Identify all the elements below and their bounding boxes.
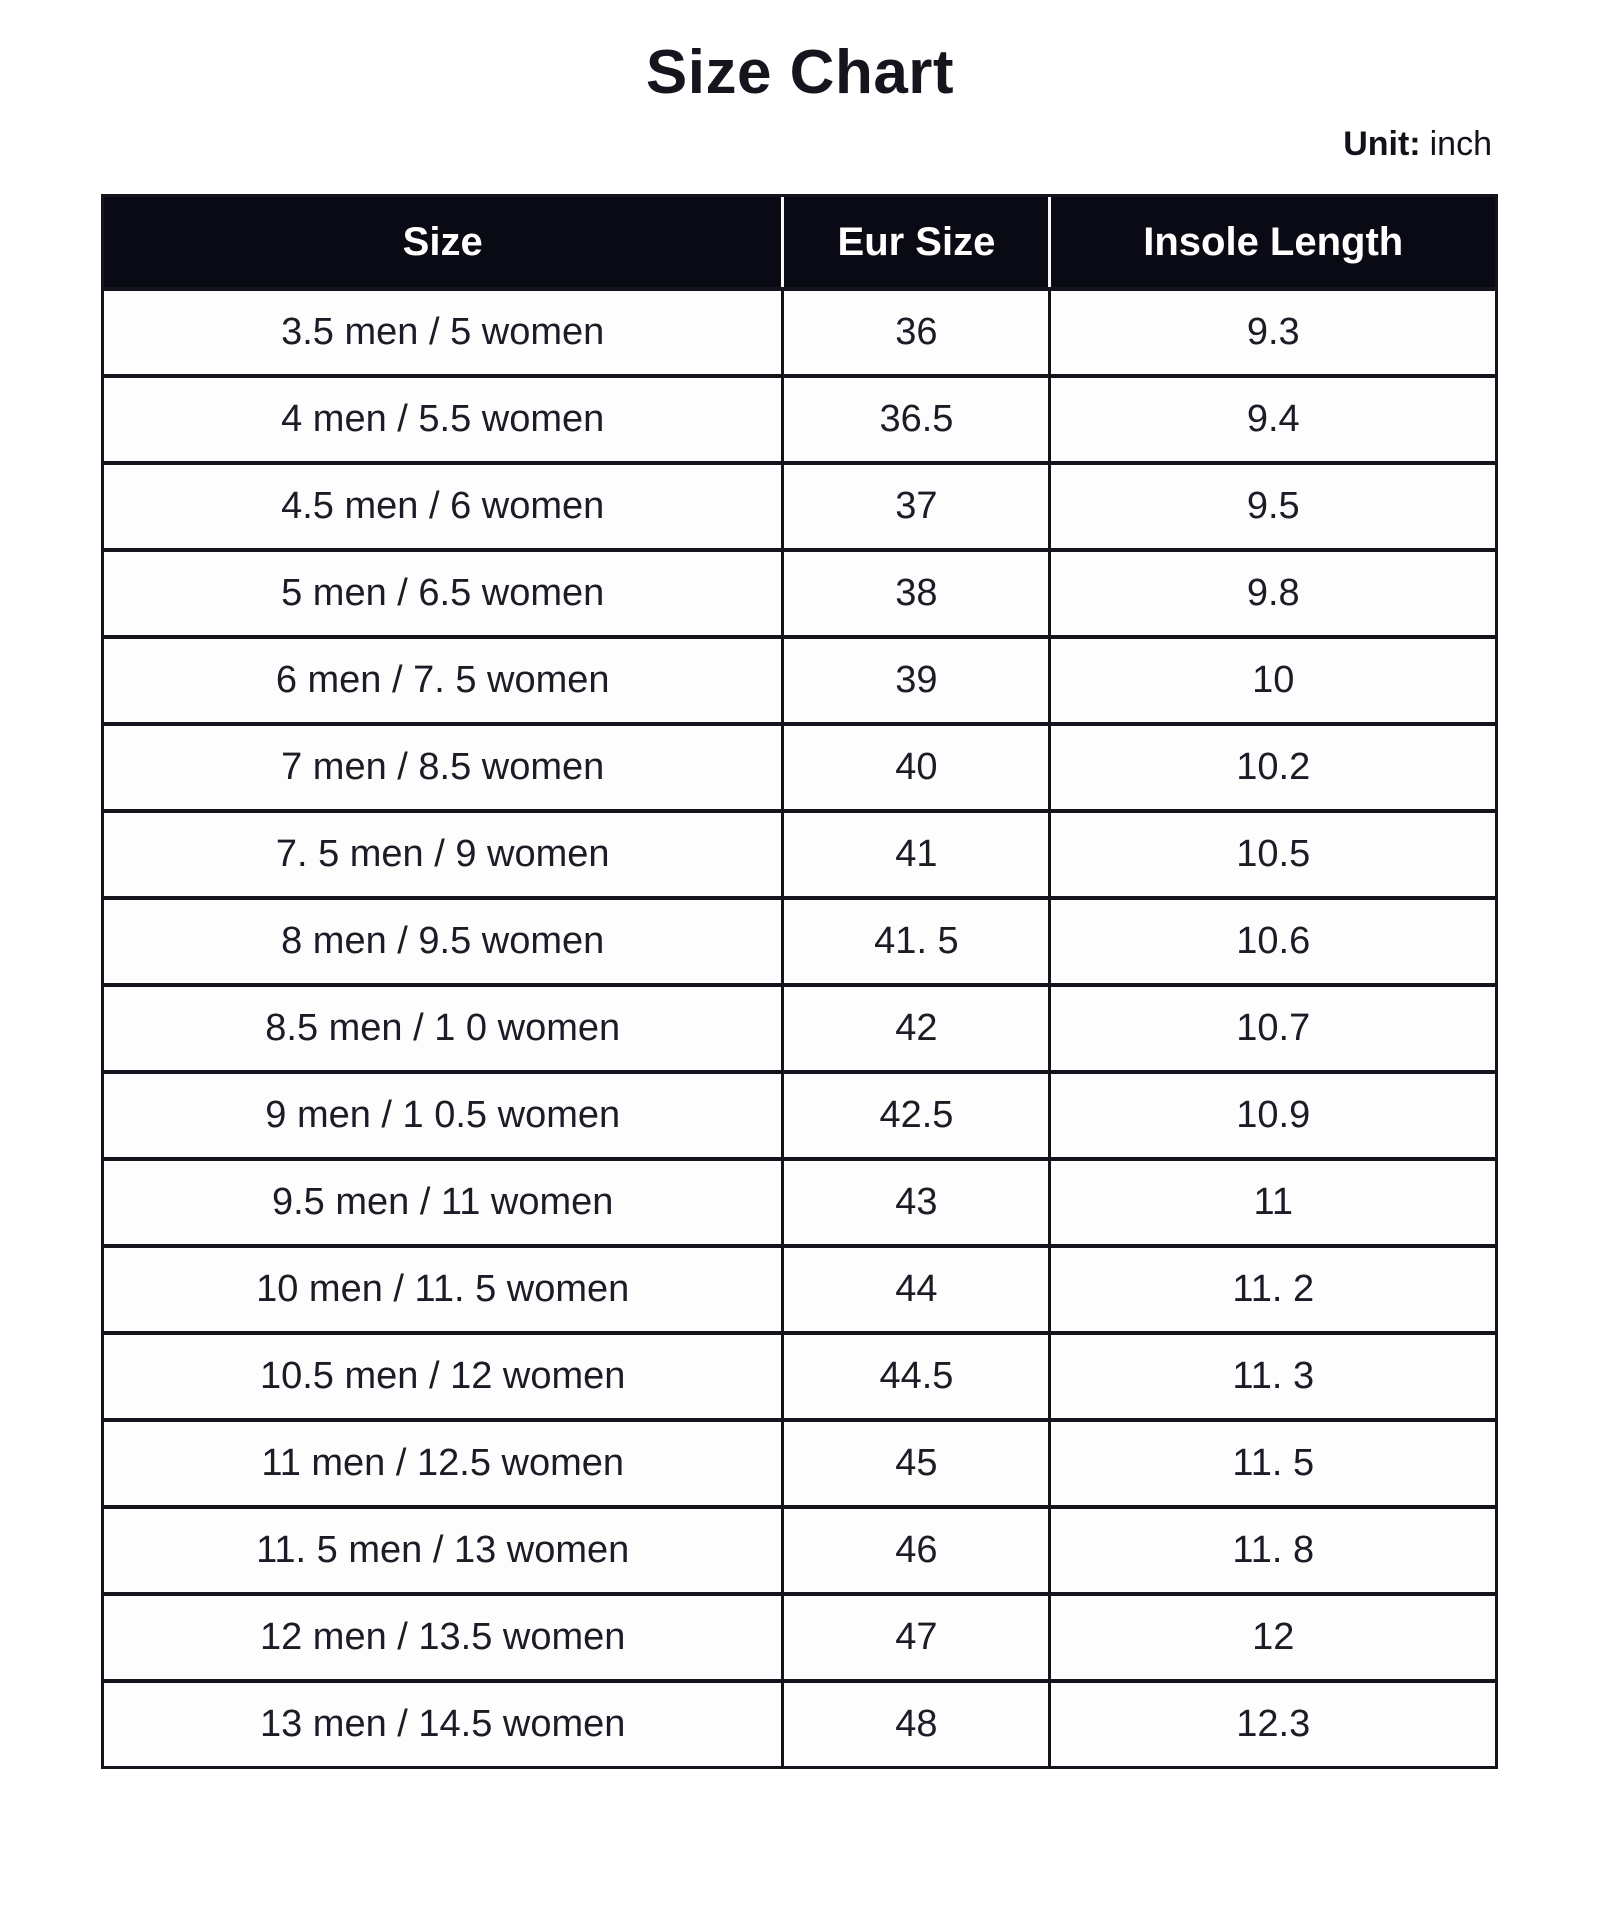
table-row <box>104 1418 1495 1505</box>
unit-note <box>101 122 1492 166</box>
table-row <box>104 461 1495 548</box>
cell-size: 12 men / 13.5 women <box>104 1592 781 1679</box>
cell-insole-length: 9.4 <box>1048 374 1495 461</box>
table-row <box>104 809 1495 896</box>
table-row <box>104 1070 1495 1157</box>
cell-insole-length: 9.5 <box>1048 461 1495 548</box>
size-chart-page <box>0 38 1600 1910</box>
table-row <box>104 1592 1495 1679</box>
cell-insole-length: 11. 2 <box>1048 1244 1495 1331</box>
cell-insole-length: 10.2 <box>1048 722 1495 809</box>
cell-eur-size: 42 <box>781 983 1048 1070</box>
cell-eur-size: 47 <box>781 1592 1048 1679</box>
table-row <box>104 1679 1495 1766</box>
cell-insole-length: 11 <box>1048 1157 1495 1244</box>
cell-size: 11. 5 men / 13 women <box>104 1505 781 1592</box>
cell-eur-size: 40 <box>781 722 1048 809</box>
cell-eur-size: 44 <box>781 1244 1048 1331</box>
cell-insole-length: 11. 5 <box>1048 1418 1495 1505</box>
table-body <box>104 287 1495 1766</box>
cell-size: 5 men / 6.5 women <box>104 548 781 635</box>
table-row <box>104 1331 1495 1418</box>
cell-size: 8.5 men / 1 0 women <box>104 983 781 1070</box>
table-row <box>104 1244 1495 1331</box>
cell-size: 10 men / 11. 5 women <box>104 1244 781 1331</box>
cell-eur-size: 44.5 <box>781 1331 1048 1418</box>
table-row <box>104 548 1495 635</box>
cell-eur-size: 37 <box>781 461 1048 548</box>
page-title: Size Chart <box>645 38 955 107</box>
table-row <box>104 635 1495 722</box>
page <box>0 38 1600 1910</box>
cell-insole-length: 10.5 <box>1048 809 1495 896</box>
content-area <box>101 122 1498 1769</box>
header-eur-size: Eur Size <box>781 197 1048 287</box>
cell-size: 7 men / 8.5 women <box>104 722 781 809</box>
cell-insole-length: 9.3 <box>1048 287 1495 374</box>
header-insole-length: Insole Length <box>1048 197 1495 287</box>
unit-value: inch <box>1429 125 1492 163</box>
cell-insole-length: 11. 3 <box>1048 1331 1495 1418</box>
table-row <box>104 896 1495 983</box>
cell-size: 3.5 men / 5 women <box>104 287 781 374</box>
cell-size: 4.5 men / 6 women <box>104 461 781 548</box>
cell-size: 4 men / 5.5 women <box>104 374 781 461</box>
table-row <box>104 722 1495 809</box>
cell-eur-size: 43 <box>781 1157 1048 1244</box>
cell-eur-size: 46 <box>781 1505 1048 1592</box>
table-header <box>104 197 1495 287</box>
table-row <box>104 287 1495 374</box>
header-size: Size <box>104 197 781 287</box>
cell-size: 13 men / 14.5 women <box>104 1679 781 1766</box>
cell-size: 11 men / 12.5 women <box>104 1418 781 1505</box>
cell-size: 10.5 men / 12 women <box>104 1331 781 1418</box>
table-row <box>104 1505 1495 1592</box>
cell-insole-length: 9.8 <box>1048 548 1495 635</box>
size-chart-table <box>101 194 1498 1769</box>
header-row <box>104 197 1495 287</box>
cell-eur-size: 41 <box>781 809 1048 896</box>
cell-eur-size: 41. 5 <box>781 896 1048 983</box>
cell-size: 8 men / 9.5 women <box>104 896 781 983</box>
cell-eur-size: 42.5 <box>781 1070 1048 1157</box>
cell-eur-size: 38 <box>781 548 1048 635</box>
cell-insole-length: 10.7 <box>1048 983 1495 1070</box>
cell-insole-length: 10.9 <box>1048 1070 1495 1157</box>
cell-eur-size: 45 <box>781 1418 1048 1505</box>
cell-size: 7. 5 men / 9 women <box>104 809 781 896</box>
cell-size: 6 men / 7. 5 women <box>104 635 781 722</box>
cell-insole-length: 12 <box>1048 1592 1495 1679</box>
cell-insole-length: 10 <box>1048 635 1495 722</box>
cell-size: 9 men / 1 0.5 women <box>104 1070 781 1157</box>
cell-size: 9.5 men / 11 women <box>104 1157 781 1244</box>
cell-insole-length: 12.3 <box>1048 1679 1495 1766</box>
table-row <box>104 1157 1495 1244</box>
table-row <box>104 374 1495 461</box>
cell-eur-size: 39 <box>781 635 1048 722</box>
unit-label: Unit: <box>1343 125 1421 163</box>
cell-insole-length: 10.6 <box>1048 896 1495 983</box>
table-row <box>104 983 1495 1070</box>
cell-insole-length: 11. 8 <box>1048 1505 1495 1592</box>
cell-eur-size: 48 <box>781 1679 1048 1766</box>
cell-eur-size: 36 <box>781 287 1048 374</box>
cell-eur-size: 36.5 <box>781 374 1048 461</box>
